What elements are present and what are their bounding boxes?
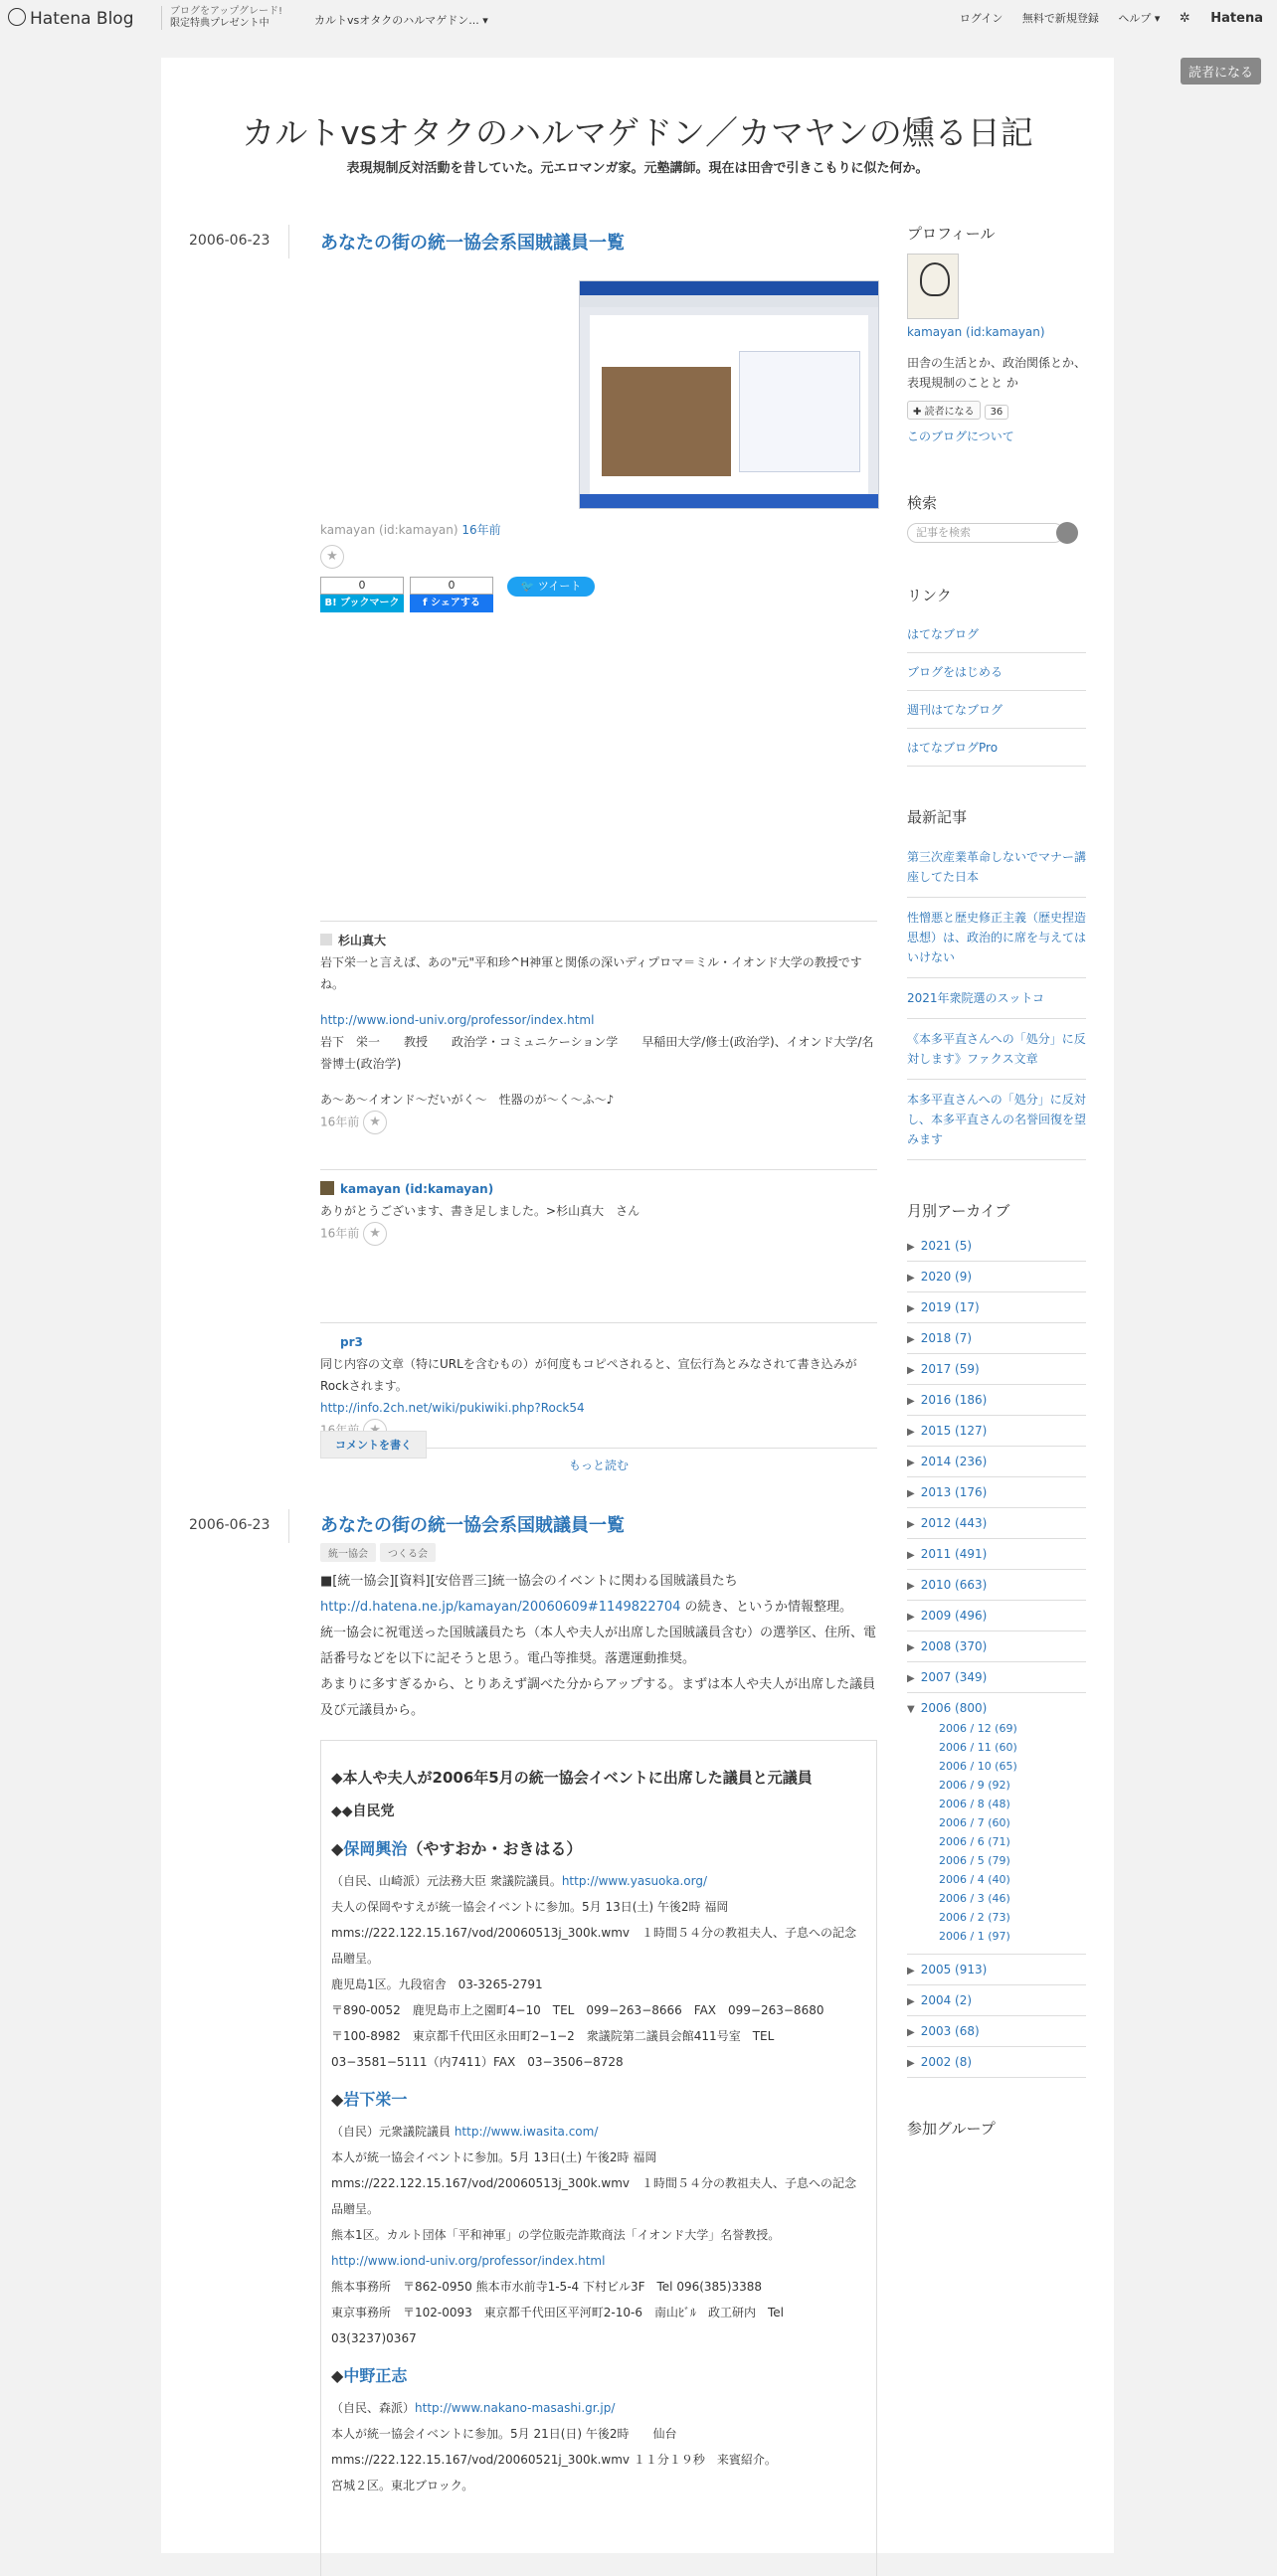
member-url[interactable]: http://www.iond-univ.org/professor/index.html [331,2254,606,2268]
recent-entry[interactable]: 本多平直さんへの「処分」に反対し、本多平直さんの名誉回復を望みます [907,1080,1086,1160]
promo-line1: ブログをアップグレード! [170,6,283,17]
search-icon[interactable] [1056,522,1078,544]
signup-link[interactable]: 無料で新規登録 [1021,12,1099,25]
archive-year[interactable] [907,1985,1086,2016]
archive-year-label: 2019 (17) [920,1300,980,1314]
entry-header [320,1511,877,1562]
member-heading [331,1836,866,1862]
follow-button[interactable]: ✚ 読者になる [907,401,981,420]
archive-year[interactable] [907,1416,1086,1447]
page-column [739,351,860,472]
comment-link[interactable]: http://info.2ch.net/wiki/pukiwiki.php?Rock54 [320,1401,585,1415]
profile-heading: プロフィール [907,225,996,243]
hatena-logo-icon [8,8,26,26]
member-url[interactable]: http://www.iwasita.com/ [454,2125,599,2139]
links-list [907,615,1086,767]
archive-year-label: 2016 (186) [920,1393,988,1407]
about-blog-link[interactable]: このブログについて [907,429,1014,443]
archive-month[interactable]: 2006 / 10 (65) [939,1760,1017,1773]
member-text: mms://222.122.15.167/vod/20060521j_300k.wmv １１分１９秒 来賓紹介。 [331,2453,777,2467]
archive-year[interactable] [907,1292,1086,1323]
comment-text: あ〜あ〜イオンド〜だいがく〜 性器のが〜く〜ふ〜♪ [320,1093,615,1107]
follow-row [907,401,1086,420]
recent-entry[interactable]: 《本多平直さんへの「処分」に反対します》ファクス文章 [907,1019,1086,1080]
archive-year-label: 2009 (496) [920,1609,988,1623]
comment-text: 岩下栄一と言えば、あの"元"平和珍^H神軍と関係の深いディプロマ＝ミル・イオンド大学の教授ですね。 [320,955,862,991]
links-heading: リンク [907,587,952,604]
share-count: 0 [410,577,493,595]
facebook-label: シェアする [431,598,480,608]
add-star-icon[interactable]: ★ [363,1111,387,1134]
header-right [944,10,1263,26]
expand-icon: ▶ [907,1996,915,2007]
expand-icon: ▶ [907,1365,915,1376]
bookmark-button[interactable]: B! ブックマーク [320,595,404,612]
archive-year-label: 2013 (176) [920,1485,988,1499]
archive-year[interactable] [907,2016,1086,2047]
archive-month[interactable]: 2006 / 7 (60) [939,1816,1010,1829]
expand-icon: ▶ [907,1458,915,1468]
entry-title-wrap [320,229,877,255]
body-text: の続き、というか情報整理。 [680,1600,853,1615]
archive-year[interactable] [907,1539,1086,1570]
entry-meta [320,521,877,538]
comment-avatar-icon [320,1181,334,1195]
tweet-label: ツイート [537,580,582,593]
expand-icon: ▶ [907,1550,915,1561]
archive-month[interactable]: 2006 / 9 (92) [939,1779,1010,1792]
archive-year-label: 2020 (9) [920,1270,973,1284]
member-text: 宮城２区。東北ブロック。 [331,2479,474,2492]
comment [320,921,877,1134]
member-text: 〒890-0052 鹿児島市上之園町4−10 TEL 099−263−8666 FAX 099−263−8680 [331,2003,824,2017]
archive-year-label: 2010 (663) [920,1578,988,1592]
add-star-icon[interactable]: ★ [363,1222,387,1246]
global-header [0,0,1277,40]
archive-year-label: 2006 (800) [920,1701,988,1715]
tag[interactable]: つくる会 [380,1543,436,1562]
entry-author[interactable]: kamayan (id:kamayan) [320,523,458,537]
entry-title[interactable]: あなたの街の統一協会系国賊議員一覧 [320,233,625,254]
archive-year[interactable] [907,1385,1086,1416]
archive-year-label: 2015 (127) [920,1424,988,1438]
archive-year-label: 2002 (8) [920,2055,973,2069]
member-text: 本人が統一協会イベントに参加。5月 13日(土) 午後2時 福岡 [331,2150,657,2164]
archive-year[interactable] [907,1323,1086,1354]
read-more-link[interactable]: もっと読む [320,1448,877,1473]
comment-time[interactable]: 16年前 [320,1226,360,1241]
sidebar-link[interactable]: はてなブログ [907,615,1086,653]
expand-icon: ▶ [907,1612,915,1623]
follow-blog-button[interactable]: 読者になる [1181,58,1261,85]
archive-year[interactable] [907,1955,1086,1985]
archive-year[interactable] [907,1477,1086,1508]
member-text: 熊本1区。カルト団体「平和神軍」の学位販売詐欺商法「イオンド大学」名誉教授。 [331,2228,781,2242]
archive-year[interactable] [907,1447,1086,1477]
archive-year-label: 2012 (443) [920,1516,988,1530]
date-divider [288,225,289,258]
expand-icon: ▶ [907,1396,915,1407]
member-mark: ◆ [331,2090,344,2109]
party-heading: ◆◆自民党 [331,1803,395,1819]
member-list-box [320,1740,877,2576]
sidebar [907,223,1086,2148]
expand-icon: ▶ [907,1303,915,1314]
archive-list [907,1231,1086,2078]
add-star-icon[interactable]: ★ [320,545,344,569]
archive-month[interactable]: 2006 / 1 (97) [939,1930,1010,1943]
member-mark: ◆ [331,1839,344,1858]
photo-area [602,367,731,476]
follow-label: 読者になる [924,407,975,418]
recent-entry[interactable]: 2021年衆院選のスットコ [907,978,1086,1019]
member-url[interactable]: http://www.nakano-masashi.gr.jp/ [415,2401,616,2415]
comment-text: 岩下 栄一 教授 政治学・コミュニケーション学 早稲田大学/修士(政治学)、イオンド大学/名誉博士(政治学) [320,1035,874,1071]
member-url[interactable]: http://www.yasuoka.org/ [561,1874,708,1888]
archive-year[interactable] [907,1354,1086,1385]
comment-avatar-icon [320,934,332,945]
comment [320,1322,877,1443]
comment-time[interactable]: 16年前 [320,1115,360,1129]
archive-year-label: 2007 (349) [920,1670,988,1684]
avatar-face-icon [920,262,950,296]
archive-months [907,1719,1086,1946]
archive-year-label: 2004 (2) [920,1993,973,2007]
comment-author[interactable]: kamayan (id:kamayan) [340,1182,494,1196]
profile-description: 田舎の生活とか、政治関係とか、表現規制のことと か [907,356,1087,390]
logo-text: Hatena Blog [30,9,134,29]
follow-count: 36 [985,405,1009,420]
archive-year-label: 2018 (7) [920,1331,973,1345]
help-menu[interactable]: ヘルプ ▾ [1118,12,1161,25]
entry-title[interactable]: あなたの街の統一協会系国賊議員一覧 [320,1515,625,1536]
entry-date[interactable]: 2006-06-23 [189,1517,271,1533]
archive-year[interactable] [907,1570,1086,1601]
star-wrap [320,545,877,569]
facebook-share[interactable] [410,577,493,612]
archive-year[interactable] [907,1662,1086,1693]
profile-name-link[interactable]: kamayan (id:kamayan) [907,325,1045,339]
archive-month[interactable]: 2006 / 4 (40) [939,1873,1010,1886]
member-text: 〒100-8982 東京都千代田区永田町2−1−2 衆議院第二議員会館411号室 TEL 03−3581−5111（内7411）FAX 03−3506−8728 [331,2029,787,2069]
entry-body [320,1569,877,1724]
body-paragraph: 統一協会に祝電送った国賊議員たち（本人や夫人が出席した国賊議員含む）の選挙区、住所、電話番号などを以下に記そうと思う。電凸等推奨。落選運動推奨。 [320,1626,877,1666]
archive-year-label: 2011 (491) [920,1547,988,1561]
archive-year-open[interactable] [907,1693,1086,1955]
window-taskbar [580,494,878,508]
search-heading: 検索 [907,494,938,512]
window-toolbar [580,295,878,307]
entry-date[interactable]: 2006-06-23 [189,233,271,249]
archive-year[interactable] [907,1508,1086,1539]
archive-year-label: 2021 (5) [920,1239,973,1253]
window-titlebar [580,281,878,295]
archive-year-label: 2005 (913) [920,1963,988,1976]
comment-link[interactable]: http://www.iond-univ.org/professor/index.html [320,1013,595,1027]
section-heading: ◆本人や夫人が2006年5月の統一協会イベントに出席した議員と元議員 [331,1769,813,1787]
expand-icon: ▶ [907,1427,915,1438]
archive-month[interactable]: 2006 / 6 (71) [939,1835,1010,1848]
facebook-button[interactable]: f シェアする [410,595,493,612]
groups-heading: 参加グループ [907,2120,996,2138]
member-name-link[interactable]: 保岡興治 [343,1839,408,1858]
archive-year[interactable] [907,1631,1086,1662]
entry-screenshot-image[interactable] [579,280,879,509]
hatena-blog-logo[interactable] [8,8,134,29]
archive-year-label: 2017 (59) [920,1362,980,1376]
archive-year[interactable] [907,1231,1086,1262]
archive-year-label: 2014 (236) [920,1455,988,1468]
recent-list [907,837,1086,1160]
member-heading [331,2363,866,2389]
bookmark-share[interactable] [320,577,404,612]
expand-icon: ▶ [907,1642,915,1653]
archive-month[interactable]: 2006 / 11 (60) [939,1741,1017,1754]
login-link[interactable]: ログイン [959,12,1003,25]
archive-year[interactable] [907,1262,1086,1292]
member-text: 東京事務所 〒102-0093 東京都千代田区平河町2-10-6 南山ﾋﾞﾙ 政工研内 Tel 03(3237)0367 [331,2306,784,2345]
archive-month[interactable]: 2006 / 8 (48) [939,1798,1010,1810]
sidebar-link[interactable]: 週刊はてなブログ [907,691,1086,729]
sidebar-link[interactable]: ブログをはじめる [907,653,1086,691]
member-text: （自民）元衆議院議員 [331,2125,455,2139]
entry-tags [320,1543,877,1562]
expand-icon: ▶ [907,2058,915,2069]
archive-month[interactable]: 2006 / 12 (69) [939,1722,1017,1735]
body-paragraph: ■[統一協会][資料][安倍晋三]統一協会のイベントに関わる国賊議員たち [320,1574,738,1589]
archive-year-label: 2008 (370) [920,1639,988,1653]
member-mark: ◆ [331,2366,344,2385]
blog-menu[interactable]: カルトvsオタクのハルマゲドン... ▾ [314,14,488,27]
member-text: （自民、森派） [331,2401,416,2415]
upgrade-promo[interactable] [161,6,282,30]
write-comment-button[interactable]: コメントを書く [320,1431,427,1459]
comment-text: ありがとうございます、書き足しました。>杉山真大 さん [320,1204,640,1218]
expand-icon: ▶ [907,1966,915,1976]
expand-icon: ▶ [907,1334,915,1345]
expand-icon: ▶ [907,1488,915,1499]
entry-time[interactable]: 16年前 [461,523,501,537]
comment [320,1169,877,1246]
hatena-label: Hatena [1210,11,1263,26]
promo-line2: 限定特典プレゼント中 [170,18,270,29]
sidebar-link[interactable]: はてなブログPro [907,729,1086,767]
member-text: 夫人の保岡やすえが統一協会イベントに参加。5月 13日(土) 午後2時 福岡 [331,1900,729,1914]
member-text: 熊本事務所 〒862-0950 熊本市水前寺1-5-4 下村ビル3F Tel 096(385)3388 [331,2280,763,2294]
member-reading: （やすおか・おきはる） [407,1839,583,1858]
archive-month[interactable]: 2006 / 5 (79) [939,1854,1010,1867]
search-form [907,523,1086,545]
blog-description: 表現規制反対活動を昔していた。元エロマンガ家。元塾講師。現在は田舎で引きこもりに似た何か。 [346,161,929,176]
expand-icon: ▶ [907,1519,915,1530]
recent-entry[interactable]: 第三次産業革命しないでマナー講座してた日本 [907,837,1086,898]
archive-month[interactable]: 2006 / 2 (73) [939,1911,1010,1924]
tweet-button[interactable]: 🐦 ツイート [507,577,595,597]
date-divider [288,1509,289,1543]
archive-year[interactable] [907,1601,1086,1631]
member-text: mms://222.122.15.167/vod/20060513j_300k.wmv １時間５４分の教祖夫人、子息への記念品贈呈。 [331,2176,857,2216]
body-link[interactable]: http://d.hatena.ne.jp/kamayan/20060609#1149822704 [320,1600,681,1615]
expand-icon: ▶ [907,1581,915,1592]
comment-text: 同じ内容の文章（特にURLを含むもの）が何度もコピペされると、宣伝行為とみなされて書き込みがRockされます。 [320,1357,857,1393]
search-input[interactable]: 記事を検索 [907,523,1064,543]
expand-icon: ▶ [907,1273,915,1284]
hatena-menu[interactable]: ✲ Hatena [1179,11,1263,26]
member-text: （自民、山崎派）元法務大臣 衆議院議員。 [331,1874,562,1888]
comment-author[interactable]: 杉山真大 [338,934,387,947]
expand-icon: ▶ [907,1242,915,1253]
member-name-link[interactable]: 岩下栄一 [343,2090,408,2109]
member-name-link[interactable]: 中野正志 [343,2366,408,2385]
archive-year[interactable] [907,2047,1086,2078]
member-heading [331,2087,866,2113]
member-text: 鹿児島1区。九段宿舎 03-3265-2791 [331,1977,543,1991]
recent-entry[interactable]: 性憎悪と歴史修正主義（歴史捏造思想）は、政治的に席を与えてはいけない [907,898,1086,978]
bookmark-count: 0 [320,577,404,595]
profile-avatar[interactable] [907,254,959,319]
tag[interactable]: 統一協会 [320,1543,376,1562]
member-text: 本人が統一協会イベントに参加。5月 21日(日) 午後2時 仙台 [331,2427,677,2441]
blog-title[interactable]: カルトvsオタクのハルマゲドン／カマヤンの燻る日記 [242,113,1033,152]
comment-author[interactable]: pr3 [340,1335,363,1349]
body-paragraph: あまりに多すぎるから、とりあえず調べた分からアップする。まずは本人や夫人が出席した議員及び元議員から。 [320,1677,876,1718]
archive-month[interactable]: 2006 / 3 (46) [939,1892,1010,1905]
archive-heading: 月別アーカイブ [907,1202,1010,1220]
archive-year-label: 2003 (68) [920,2024,980,2038]
expand-icon: ▶ [907,2027,915,2038]
collapse-icon: ▼ [907,1704,915,1715]
blog-container [161,58,1114,2553]
recent-heading: 最新記事 [907,808,968,826]
expand-icon: ▶ [907,1673,915,1684]
member-text: mms://222.122.15.167/vod/20060513j_300k.wmv １時間５４分の教祖夫人、子息への記念品贈呈。 [331,1926,857,1966]
